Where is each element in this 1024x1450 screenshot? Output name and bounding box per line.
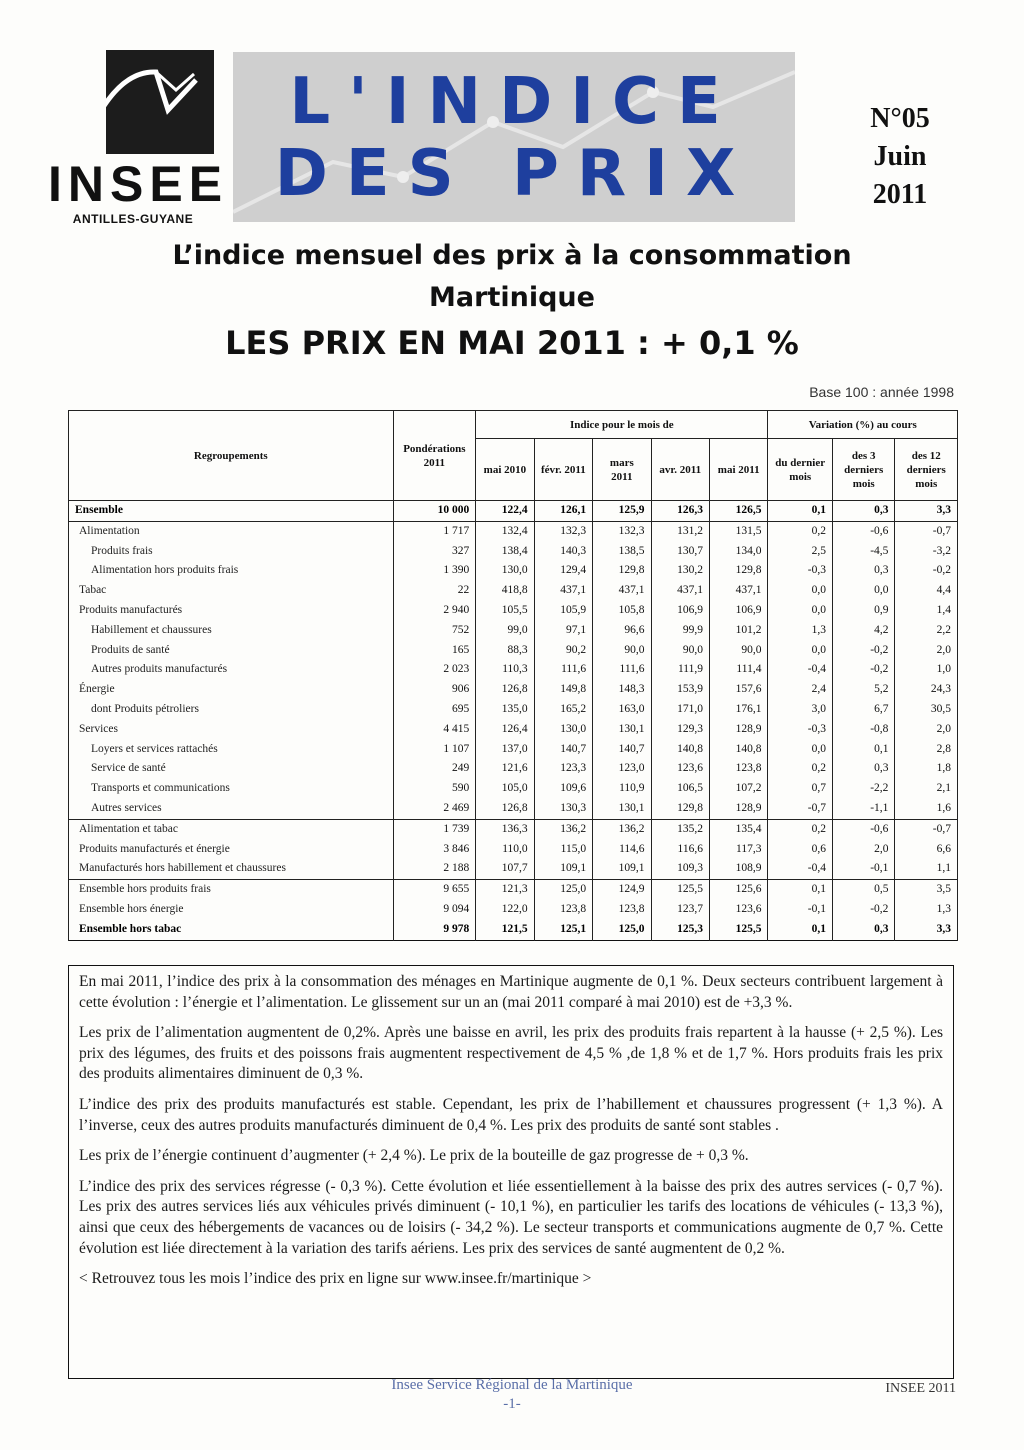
row-label: Ensemble hors tabac <box>69 920 394 940</box>
table-row <box>69 759 958 779</box>
variation-value: 30,5 <box>895 700 958 720</box>
row-label: Produits frais <box>69 542 394 562</box>
variation-value: 2,0 <box>895 720 958 740</box>
row-label: Énergie <box>69 680 394 700</box>
variation-value: -0,2 <box>832 900 894 920</box>
index-value: 111,9 <box>651 660 709 680</box>
variation-value: 6,6 <box>895 840 958 860</box>
index-value: 131,5 <box>710 521 768 541</box>
index-value: 437,1 <box>593 581 651 601</box>
index-value: 130,1 <box>593 720 651 740</box>
row-label: Ensemble hors produits frais <box>69 880 394 900</box>
commentary-paragraph: Les prix de l’alimentation augmentent de 0,2%. Après une baisse en avril, les prix des produits frais repartent à la hausse (+ 2,5 %). Les prix des légumes, des fruits et des poissons frais augmentent respectivement de 4,5 % ,de 1,8 % et de 1,7 %. Hors produits frais les prix des produits alimentaires diminuent de 0,3 %. <box>79 1024 943 1083</box>
table-row <box>69 601 958 621</box>
row-label: dont Produits pétroliers <box>69 700 394 720</box>
index-value: 130,2 <box>651 561 709 581</box>
variation-value: -0,2 <box>895 561 958 581</box>
variation-value: 1,1 <box>895 859 958 879</box>
footer-center <box>0 1376 1024 1414</box>
index-value: 123,8 <box>534 900 592 920</box>
commentary-paragraph: Les prix de l’énergie continuent d’augmenter (+ 2,4 %). Le prix de la bouteille de gaz progresse de + 0,3 %. <box>79 1147 749 1165</box>
variation-value: -4,5 <box>832 542 894 562</box>
index-value: 117,3 <box>710 840 768 860</box>
commentary-paragraph: L’indice des prix des services régresse (- 0,3 %). Cette évolution et liée essentiellement à la baisse des prix des autres services (- 0,7 %). Les prix des autres services liés aux véhicules privés diminuent (- 10,1 %), en particulier les tarifs des locations de véhicules (- 13,3 %), ainsi que ceux des hébergements de vacances ou de loisirs (- 34,2 %). Le secteur transports et communications augmente de 0,7 %. Cette évolution est liée directement à la variation des tarifs aériens. Les prix des services de santé augmentent de 0,2 %. <box>79 1177 943 1257</box>
index-value: 108,9 <box>710 859 768 879</box>
footer-copyright: INSEE 2011 <box>885 1381 956 1396</box>
index-value: 123,8 <box>710 759 768 779</box>
index-value: 125,1 <box>534 920 592 940</box>
header-month: mars 2011 <box>593 439 651 501</box>
header-month: févr. 2011 <box>534 439 592 501</box>
row-label: Ensemble hors énergie <box>69 900 394 920</box>
index-value: 140,3 <box>534 542 592 562</box>
variation-value: 0,2 <box>768 521 833 541</box>
index-value: 111,4 <box>710 660 768 680</box>
row-label: Service de santé <box>69 759 394 779</box>
row-weight: 2 188 <box>393 859 476 879</box>
row-weight: 1 739 <box>393 819 476 839</box>
variation-value: 0,6 <box>768 840 833 860</box>
index-value: 135,0 <box>476 700 534 720</box>
row-weight: 9 978 <box>393 920 476 940</box>
table-row <box>69 621 958 641</box>
index-value: 90,0 <box>651 641 709 661</box>
index-value: 96,6 <box>593 621 651 641</box>
variation-value: 2,5 <box>768 542 833 562</box>
variation-value: 0,0 <box>768 581 833 601</box>
row-label: Autres services <box>69 799 394 819</box>
variation-value: -0,4 <box>768 660 833 680</box>
insee-logo-text: INSEE <box>48 156 229 212</box>
index-value: 138,5 <box>593 542 651 562</box>
price-index-table <box>68 410 958 941</box>
index-value: 437,1 <box>710 581 768 601</box>
row-weight: 3 846 <box>393 840 476 860</box>
index-value: 110,9 <box>593 779 651 799</box>
index-value: 105,0 <box>476 779 534 799</box>
variation-value: -0,2 <box>832 660 894 680</box>
table-row <box>69 779 958 799</box>
index-value: 140,8 <box>651 740 709 760</box>
index-value: 122,0 <box>476 900 534 920</box>
index-value: 138,4 <box>476 542 534 562</box>
row-weight: 2 023 <box>393 660 476 680</box>
table-row <box>69 859 958 879</box>
table-row <box>69 900 958 920</box>
table-row <box>69 740 958 760</box>
variation-value: 0,3 <box>832 759 894 779</box>
index-value: 149,8 <box>534 680 592 700</box>
header-period: des 3 derniers mois <box>832 439 894 501</box>
variation-value: 4,2 <box>832 621 894 641</box>
index-value: 135,4 <box>710 819 768 839</box>
index-value: 129,3 <box>651 720 709 740</box>
variation-value: 0,0 <box>832 581 894 601</box>
index-value: 123,0 <box>593 759 651 779</box>
index-value: 106,5 <box>651 779 709 799</box>
index-value: 126,8 <box>476 680 534 700</box>
row-label: Services <box>69 720 394 740</box>
index-value: 130,7 <box>651 542 709 562</box>
index-value: 88,3 <box>476 641 534 661</box>
index-value: 132,3 <box>593 521 651 541</box>
issue-number: N°05 <box>870 103 930 134</box>
index-value: 126,3 <box>651 501 709 522</box>
row-weight: 1 107 <box>393 740 476 760</box>
variation-value: 0,0 <box>768 641 833 661</box>
issue-year: 2011 <box>872 179 928 210</box>
index-value: 99,0 <box>476 621 534 641</box>
index-value: 125,0 <box>593 920 651 940</box>
variation-value: -0,8 <box>832 720 894 740</box>
index-value: 116,6 <box>651 840 709 860</box>
commentary-box <box>68 965 954 1379</box>
variation-value: -0,7 <box>768 799 833 819</box>
index-value: 121,3 <box>476 880 534 900</box>
index-value: 109,3 <box>651 859 709 879</box>
index-value: 121,5 <box>476 920 534 940</box>
website-link-note[interactable]: < Retrouvez tous les mois l’indice des prix en ligne sur www.insee.fr/martinique > <box>79 1270 592 1288</box>
index-value: 137,0 <box>476 740 534 760</box>
variation-value: 2,4 <box>768 680 833 700</box>
index-value: 101,2 <box>710 621 768 641</box>
variation-value: -3,2 <box>895 542 958 562</box>
index-value: 140,8 <box>710 740 768 760</box>
row-label: Alimentation hors produits frais <box>69 561 394 581</box>
variation-value: 24,3 <box>895 680 958 700</box>
index-value: 114,6 <box>593 840 651 860</box>
table-row <box>69 920 958 940</box>
index-value: 90,2 <box>534 641 592 661</box>
variation-value: 0,1 <box>832 740 894 760</box>
variation-value: 2,8 <box>895 740 958 760</box>
variation-value: -0,1 <box>832 859 894 879</box>
index-value: 126,8 <box>476 799 534 819</box>
index-value: 109,1 <box>593 859 651 879</box>
page-number: -1- <box>503 1396 521 1412</box>
index-value: 110,3 <box>476 660 534 680</box>
index-value: 109,6 <box>534 779 592 799</box>
variation-value: -1,1 <box>832 799 894 819</box>
index-value: 122,4 <box>476 501 534 522</box>
index-value: 126,4 <box>476 720 534 740</box>
index-value: 130,1 <box>593 799 651 819</box>
table-row <box>69 840 958 860</box>
index-value: 163,0 <box>593 700 651 720</box>
index-value: 148,3 <box>593 680 651 700</box>
index-value: 130,0 <box>534 720 592 740</box>
table-row <box>69 542 958 562</box>
row-label: Loyers et services rattachés <box>69 740 394 760</box>
row-weight: 1 717 <box>393 521 476 541</box>
index-value: 105,8 <box>593 601 651 621</box>
variation-value: 0,2 <box>768 819 833 839</box>
index-value: 106,9 <box>651 601 709 621</box>
row-label: Manufacturés hors habillement et chaussures <box>69 859 394 879</box>
index-value: 90,0 <box>710 641 768 661</box>
row-weight: 752 <box>393 621 476 641</box>
table-body <box>69 501 958 941</box>
table-row <box>69 501 958 522</box>
variation-value: 1,8 <box>895 759 958 779</box>
footer-organization: Insee Service Régional de la Martinique <box>391 1377 633 1393</box>
row-weight: 165 <box>393 641 476 661</box>
row-weight: 9 655 <box>393 880 476 900</box>
index-value: 125,3 <box>651 920 709 940</box>
variation-value: 1,6 <box>895 799 958 819</box>
row-weight: 2 469 <box>393 799 476 819</box>
variation-value: 0,3 <box>832 501 894 522</box>
variation-value: 0,7 <box>768 779 833 799</box>
index-value: 125,9 <box>593 501 651 522</box>
table-row <box>69 521 958 541</box>
index-value: 111,6 <box>593 660 651 680</box>
index-value: 125,6 <box>710 880 768 900</box>
title-banner <box>233 52 795 222</box>
table-row <box>69 720 958 740</box>
banner-title-line2: DES PRIX <box>274 137 754 211</box>
variation-value: -2,2 <box>832 779 894 799</box>
variation-value: 0,0 <box>768 601 833 621</box>
variation-value: -0,6 <box>832 521 894 541</box>
index-value: 107,7 <box>476 859 534 879</box>
table-row <box>69 799 958 819</box>
variation-value: 0,1 <box>768 501 833 522</box>
header-groupings: Regroupements <box>69 411 394 501</box>
index-value: 128,9 <box>710 799 768 819</box>
index-value: 125,5 <box>651 880 709 900</box>
index-value: 90,0 <box>593 641 651 661</box>
insee-logo-subtitle: ANTILLES-GUYANE <box>72 212 194 226</box>
row-label: Habillement et chaussures <box>69 621 394 641</box>
index-value: 97,1 <box>534 621 592 641</box>
variation-value: 1,3 <box>895 900 958 920</box>
variation-value: -0,7 <box>895 521 958 541</box>
index-value: 123,6 <box>651 759 709 779</box>
index-value: 157,6 <box>710 680 768 700</box>
index-value: 107,2 <box>710 779 768 799</box>
row-weight: 695 <box>393 700 476 720</box>
index-value: 121,6 <box>476 759 534 779</box>
variation-value: 3,3 <box>895 501 958 522</box>
header-period: des 12 derniers mois <box>895 439 958 501</box>
row-label: Ensemble <box>69 501 394 522</box>
variation-value: 2,1 <box>895 779 958 799</box>
header-index: Indice pour le mois de <box>476 411 768 439</box>
row-weight: 906 <box>393 680 476 700</box>
table-row <box>69 561 958 581</box>
header-weights: Pondérations 2011 <box>393 411 476 501</box>
index-value: 130,3 <box>534 799 592 819</box>
index-value: 105,9 <box>534 601 592 621</box>
index-value: 129,8 <box>593 561 651 581</box>
index-value: 418,8 <box>476 581 534 601</box>
header-month: mai 2011 <box>710 439 768 501</box>
index-value: 105,5 <box>476 601 534 621</box>
variation-value: -0,3 <box>768 720 833 740</box>
table-row <box>69 680 958 700</box>
table-row <box>69 660 958 680</box>
table-row <box>69 581 958 601</box>
header-period: du dernier mois <box>768 439 833 501</box>
index-value: 124,9 <box>593 880 651 900</box>
document-region: Martinique <box>429 282 595 313</box>
variation-value: 2,2 <box>895 621 958 641</box>
index-value: 171,0 <box>651 700 709 720</box>
index-value: 115,0 <box>534 840 592 860</box>
variation-value: 3,0 <box>768 700 833 720</box>
variation-value: 0,3 <box>832 920 894 940</box>
variation-value: -0,4 <box>768 859 833 879</box>
index-value: 111,6 <box>534 660 592 680</box>
row-weight: 10 000 <box>393 501 476 522</box>
index-value: 140,7 <box>534 740 592 760</box>
index-value: 99,9 <box>651 621 709 641</box>
variation-value: -0,3 <box>768 561 833 581</box>
row-weight: 590 <box>393 779 476 799</box>
variation-value: -0,2 <box>832 641 894 661</box>
header-month: mai 2010 <box>476 439 534 501</box>
index-value: 437,1 <box>534 581 592 601</box>
table-row <box>69 819 958 839</box>
row-label: Autres produits manufacturés <box>69 660 394 680</box>
variation-value: 2,0 <box>832 840 894 860</box>
variation-value: -0,6 <box>832 819 894 839</box>
index-value: 131,2 <box>651 521 709 541</box>
variation-value: 0,0 <box>768 740 833 760</box>
variation-value: 3,5 <box>895 880 958 900</box>
variation-value: 3,3 <box>895 920 958 940</box>
row-weight: 249 <box>393 759 476 779</box>
index-value: 136,2 <box>534 819 592 839</box>
index-value: 129,8 <box>651 799 709 819</box>
index-value: 128,9 <box>710 720 768 740</box>
index-value: 106,9 <box>710 601 768 621</box>
row-label: Produits manufacturés <box>69 601 394 621</box>
variation-value: 5,2 <box>832 680 894 700</box>
row-weight: 4 415 <box>393 720 476 740</box>
index-value: 129,4 <box>534 561 592 581</box>
document-title: L’indice mensuel des prix à la consommation <box>172 240 852 271</box>
index-value: 136,3 <box>476 819 534 839</box>
index-value: 136,2 <box>593 819 651 839</box>
variation-value: -0,7 <box>895 819 958 839</box>
index-value: 126,1 <box>534 501 592 522</box>
header-month: avr. 2011 <box>651 439 709 501</box>
index-value: 134,0 <box>710 542 768 562</box>
row-weight: 327 <box>393 542 476 562</box>
table-row <box>69 641 958 661</box>
variation-value: 4,4 <box>895 581 958 601</box>
index-value: 123,3 <box>534 759 592 779</box>
variation-value: 0,1 <box>768 880 833 900</box>
variation-value: 0,5 <box>832 880 894 900</box>
index-value: 437,1 <box>651 581 709 601</box>
base-year-note: Base 100 : année 1998 <box>809 384 954 400</box>
row-weight: 9 094 <box>393 900 476 920</box>
variation-value: -0,1 <box>768 900 833 920</box>
index-value: 126,5 <box>710 501 768 522</box>
document-headline: LES PRIX EN MAI 2011 : + 0,1 % <box>225 324 799 362</box>
row-label: Alimentation et tabac <box>69 819 394 839</box>
header-variation: Variation (%) au cours <box>768 411 958 439</box>
index-value: 165,2 <box>534 700 592 720</box>
variation-value: 2,0 <box>895 641 958 661</box>
insee-logo-mark <box>106 50 214 154</box>
index-value: 130,0 <box>476 561 534 581</box>
row-label: Produits de santé <box>69 641 394 661</box>
index-value: 135,2 <box>651 819 709 839</box>
issue-month: Juin <box>873 141 927 172</box>
variation-value: 0,1 <box>768 920 833 940</box>
banner-title-line1: L'INDICE <box>289 65 739 139</box>
index-value: 176,1 <box>710 700 768 720</box>
index-value: 129,8 <box>710 561 768 581</box>
index-value: 123,6 <box>710 900 768 920</box>
index-value: 153,9 <box>651 680 709 700</box>
index-value: 123,7 <box>651 900 709 920</box>
index-value: 132,4 <box>476 521 534 541</box>
commentary-paragraph: En mai 2011, l’indice des prix à la consommation des ménages en Martinique augmente de 0,1 %. Deux secteurs contribuent largement à cette évolution : l’énergie et l’alimentation. Le glissement sur un an (mai 2011 comparé à mai 2010) est de +3,3 %. <box>79 973 943 1011</box>
table-row <box>69 700 958 720</box>
index-value: 109,1 <box>534 859 592 879</box>
issue-info <box>830 100 970 214</box>
variation-value: 0,9 <box>832 601 894 621</box>
row-weight: 1 390 <box>393 561 476 581</box>
index-value: 125,5 <box>710 920 768 940</box>
index-value: 125,0 <box>534 880 592 900</box>
row-weight: 22 <box>393 581 476 601</box>
row-weight: 2 940 <box>393 601 476 621</box>
variation-value: 1,0 <box>895 660 958 680</box>
table-row <box>69 880 958 900</box>
index-value: 110,0 <box>476 840 534 860</box>
row-label: Transports et communications <box>69 779 394 799</box>
index-value: 123,8 <box>593 900 651 920</box>
index-value: 132,3 <box>534 521 592 541</box>
variation-value: 1,4 <box>895 601 958 621</box>
commentary-paragraph: L’indice des prix des produits manufacturés est stable. Cependant, les prix de l’habillement et chaussures progressent (+ 1,3 %). A l’inverse, ceux des autres produits manufacturés diminuent de 0,4 %. Les prix des produits de santé sont stables . <box>79 1095 943 1134</box>
row-label: Tabac <box>69 581 394 601</box>
row-label: Produits manufacturés et énergie <box>69 840 394 860</box>
variation-value: 6,7 <box>832 700 894 720</box>
row-label: Alimentation <box>69 521 394 541</box>
variation-value: 0,2 <box>768 759 833 779</box>
variation-value: 1,3 <box>768 621 833 641</box>
index-value: 140,7 <box>593 740 651 760</box>
variation-value: 0,3 <box>832 561 894 581</box>
